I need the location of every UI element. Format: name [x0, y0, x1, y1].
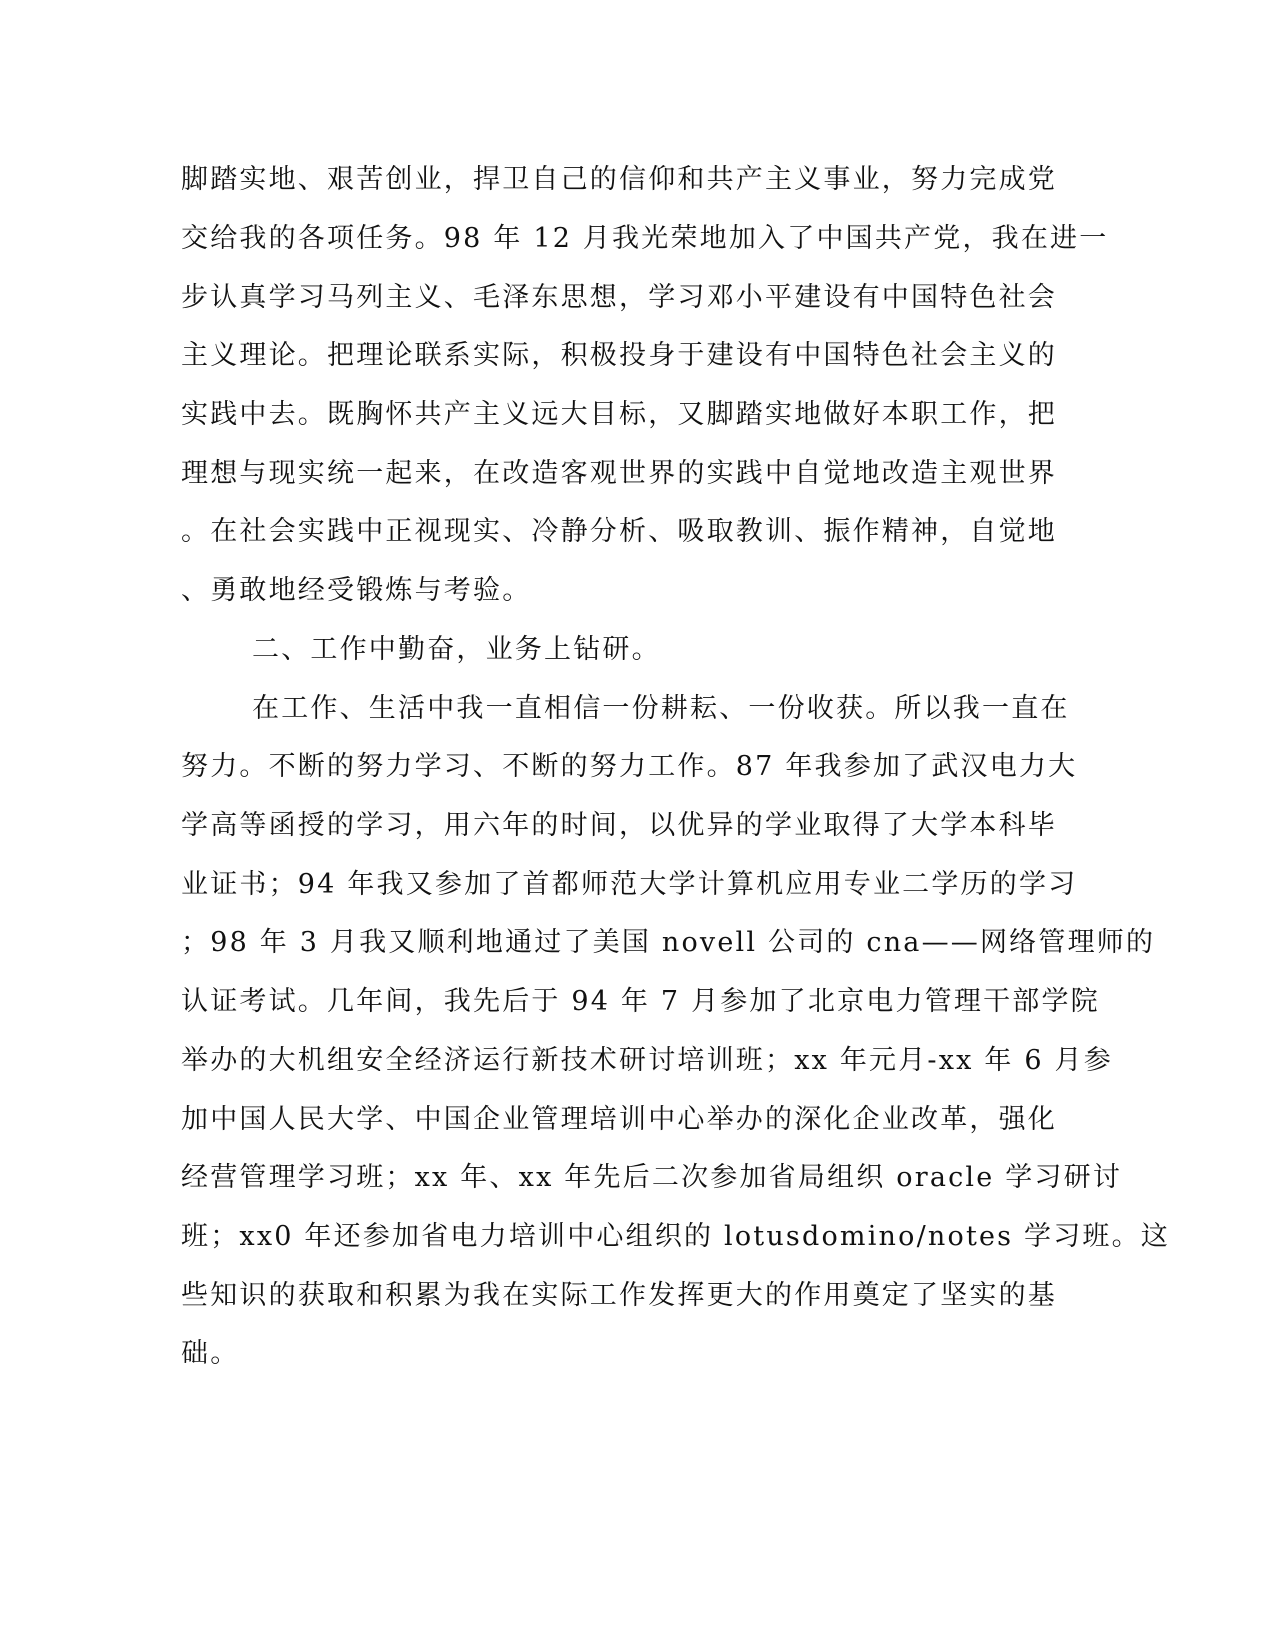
- text-line: 理想与现实统一起来，在改造客观世界的实践中自觉地改造主观世界: [181, 458, 1057, 489]
- text-line: 。在社会实践中正视现实、冷静分析、吸取教训、振作精神，自觉地: [181, 516, 1057, 547]
- text-line: 脚踏实地、艰苦创业，捍卫自己的信仰和共产主义事业，努力完成党: [181, 164, 1057, 195]
- text-line: 举办的大机组安全经济运行新技术研讨培训班；xx 年元月-xx 年 6 月参: [181, 1045, 1113, 1076]
- text-line: 业证书；94 年我又参加了首都师范大学计算机应用专业二学历的学习: [181, 869, 1078, 900]
- section-heading: 二、工作中勤奋，业务上钻研。: [252, 634, 661, 665]
- text-line: 学高等函授的学习，用六年的时间，以优异的学业取得了大学本科毕: [181, 810, 1057, 841]
- text-line: 交给我的各项任务。98 年 12 月我光荣地加入了中国共产党，我在进一: [181, 223, 1109, 254]
- text-line: 班；xx0 年还参加省电力培训中心组织的 lotusdomino/notes 学习班。这: [181, 1221, 1171, 1252]
- text-line: 实践中去。既胸怀共产主义远大目标，又脚踏实地做好本职工作，把: [181, 399, 1057, 430]
- text-line: 础。: [181, 1338, 240, 1369]
- text-line: 步认真学习马列主义、毛泽东思想，学习邓小平建设有中国特色社会: [181, 282, 1057, 313]
- text-line: 努力。不断的努力学习、不断的努力工作。87 年我参加了武汉电力大: [181, 751, 1078, 782]
- text-line: 加中国人民大学、中国企业管理培训中心举办的深化企业改革，强化: [181, 1104, 1057, 1135]
- text-line: ；98 年 3 月我又顺利地通过了美国 novell 公司的 cna——网络管理师的: [181, 927, 1156, 958]
- text-line: 认证考试。几年间，我先后于 94 年 7 月参加了北京电力管理干部学院: [181, 986, 1100, 1017]
- text-line: 、勇敢地经受锻炼与考验。: [181, 575, 532, 606]
- text-line: 些知识的获取和积累为我在实际工作发挥更大的作用奠定了坚实的基: [181, 1280, 1057, 1311]
- paragraph-first-line: 在工作、生活中我一直相信一份耕耘、一份收获。所以我一直在: [252, 693, 1070, 724]
- text-line: 主义理论。把理论联系实际，积极投身于建设有中国特色社会主义的: [181, 340, 1057, 371]
- text-line: 经营管理学习班；xx 年、xx 年先后二次参加省局组织 oracle 学习研讨: [181, 1162, 1123, 1193]
